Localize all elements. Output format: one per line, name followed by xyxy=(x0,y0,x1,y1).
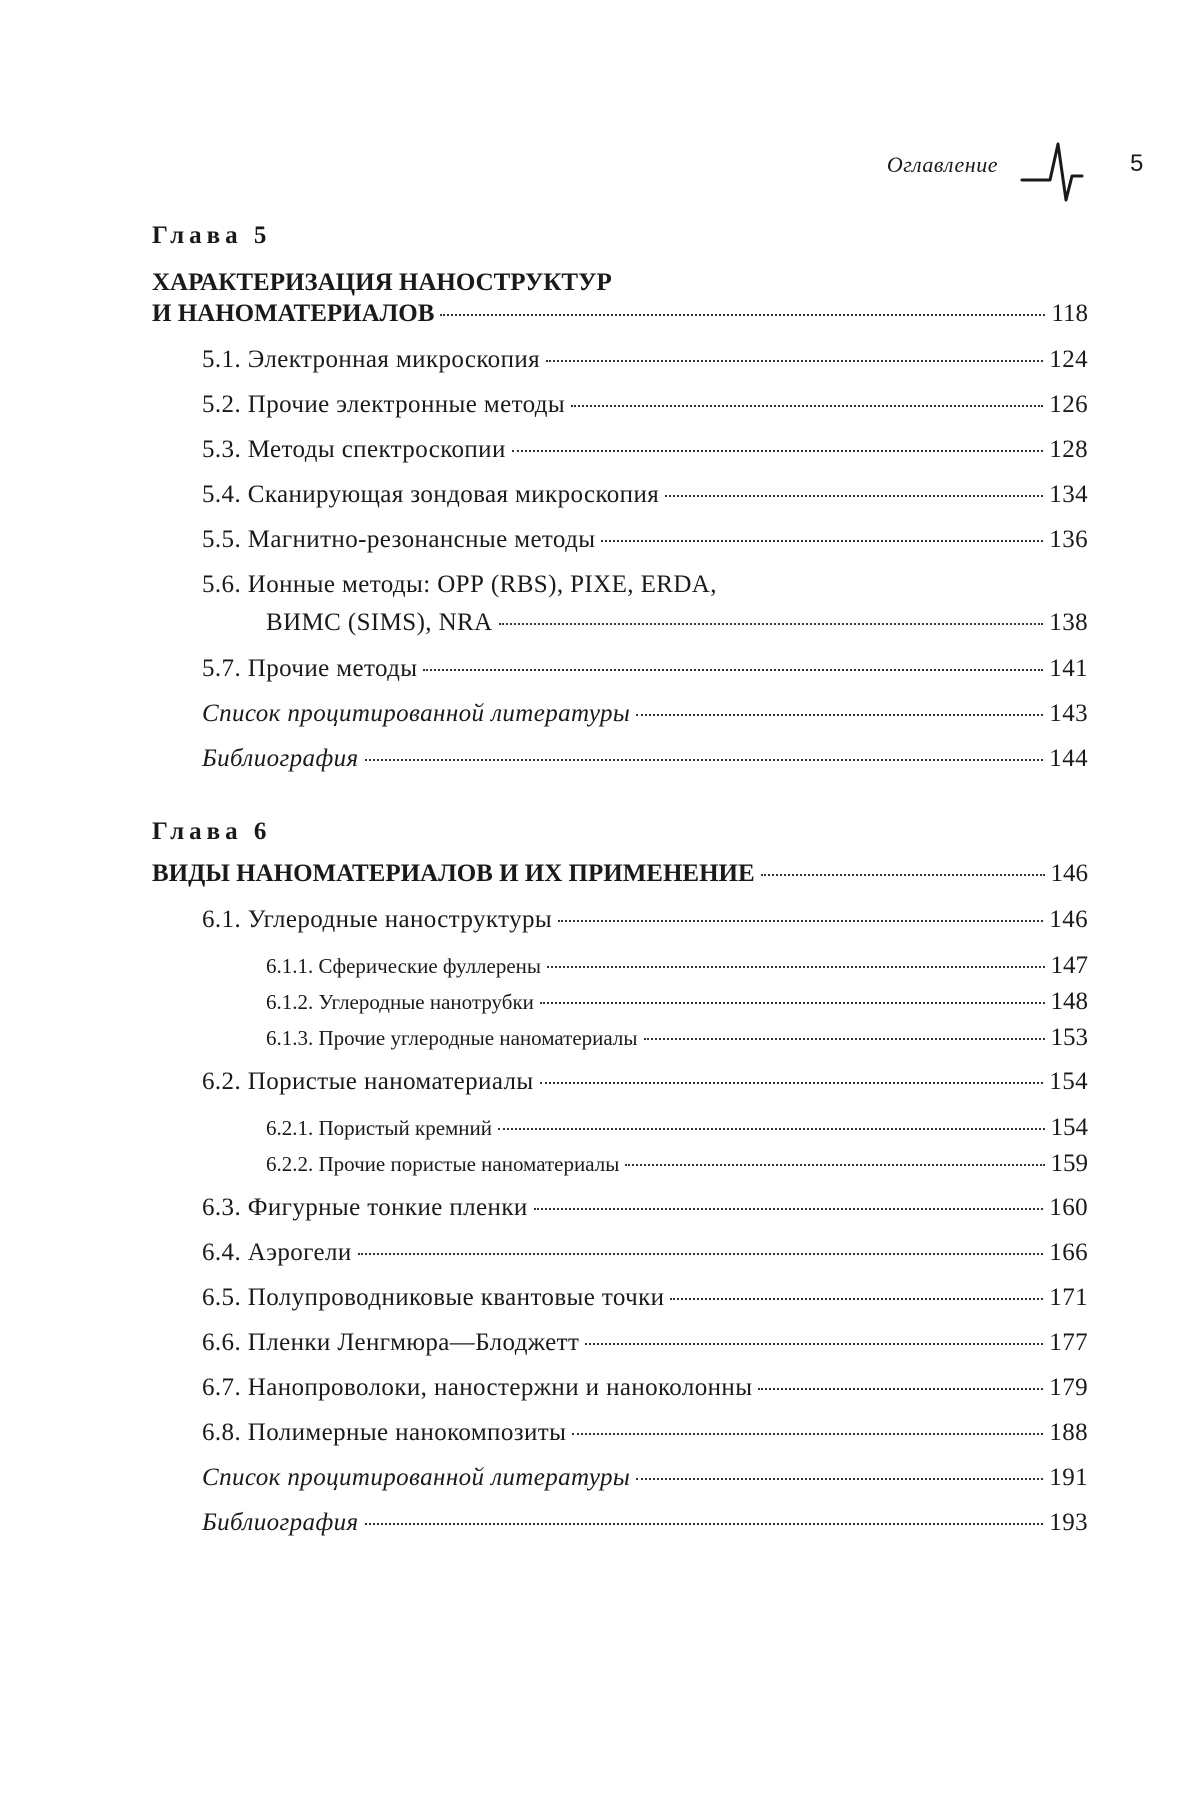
toc-entry-6-2[interactable] xyxy=(202,1068,1088,1096)
entry-label: 6.6. Пленки Ленгмюра—Блоджетт xyxy=(202,1329,580,1356)
entry-label: ВИДЫ НАНОМАТЕРИАЛОВ И ИХ ПРИМЕНЕНИЕ xyxy=(152,860,755,887)
entry-label: Библиография xyxy=(202,1509,359,1536)
entry-page: 138 xyxy=(1049,609,1088,636)
entry-page: 171 xyxy=(1049,1284,1088,1311)
toc-entry-6-2-2[interactable] xyxy=(266,1150,1088,1178)
dot-leader xyxy=(761,874,1045,876)
dot-leader xyxy=(540,1082,1044,1084)
toc-entry-6-1-2[interactable] xyxy=(266,988,1088,1016)
chapter-5-title-line1: ХАРАКТЕРИЗАЦИЯ НАНОСТРУКТУР xyxy=(152,269,612,296)
dot-leader xyxy=(440,314,1045,316)
toc-entry-6-1[interactable] xyxy=(202,906,1088,934)
toc-entry-6-1-3[interactable] xyxy=(266,1024,1088,1052)
entry-page: 179 xyxy=(1049,1374,1088,1401)
entry-page: 143 xyxy=(1049,700,1088,727)
dot-leader xyxy=(365,759,1044,761)
entry-label: 6.1.2. Углеродные нанотрубки xyxy=(266,990,534,1014)
entry-page: 154 xyxy=(1050,1114,1088,1141)
dot-leader xyxy=(601,540,1043,542)
entry-page: 126 xyxy=(1049,391,1088,418)
dot-leader xyxy=(365,1523,1044,1525)
page-number: 5 xyxy=(1130,150,1144,177)
entry-page: 154 xyxy=(1049,1068,1088,1095)
entry-label: 6.5. Полупроводниковые квантовые точки xyxy=(202,1284,665,1311)
entry-label: 6.1.1. Сферические фуллерены xyxy=(266,954,542,978)
toc-entry-6-3[interactable] xyxy=(202,1194,1088,1222)
entry-label: Библиография xyxy=(202,745,359,772)
entry-page: 134 xyxy=(1049,481,1088,508)
toc-entry-6-8[interactable] xyxy=(202,1419,1088,1447)
entry-page: 148 xyxy=(1050,988,1088,1015)
entry-label: 6.1. Углеродные наноструктуры xyxy=(202,906,553,933)
toc-entry-5-bibliography[interactable] xyxy=(202,745,1088,773)
toc-entry-6-bibliography[interactable] xyxy=(202,1509,1088,1537)
dot-leader xyxy=(636,714,1043,716)
heartbeat-icon xyxy=(1020,140,1090,210)
dot-leader xyxy=(625,1164,1044,1166)
entry-label: И НАНОМАТЕРИАЛОВ xyxy=(152,300,435,327)
dot-leader xyxy=(499,623,1044,625)
chapter-5-label: Глава 5 xyxy=(152,222,272,249)
dot-leader xyxy=(498,1128,1044,1130)
entry-label: 5.7. Прочие методы xyxy=(202,655,418,682)
toc-entry-6-2-1[interactable] xyxy=(266,1114,1088,1142)
toc-entry-5-cited[interactable] xyxy=(202,700,1088,728)
running-header xyxy=(0,140,1200,220)
entry-page: 141 xyxy=(1049,655,1088,682)
toc-entry-6-7[interactable] xyxy=(202,1374,1088,1402)
entry-page: 153 xyxy=(1050,1024,1088,1051)
entry-page: 128 xyxy=(1049,436,1088,463)
entry-label: 6.1.3. Прочие углеродные наноматериалы xyxy=(266,1026,638,1050)
entry-label: 5.3. Методы спектроскопии xyxy=(202,436,506,463)
dot-leader xyxy=(758,1388,1043,1390)
toc-entry-5-6[interactable] xyxy=(266,609,1088,637)
toc-entry-chapter-5[interactable] xyxy=(152,300,1088,328)
toc-entry-6-1-1[interactable] xyxy=(266,952,1088,980)
entry-page: 118 xyxy=(1051,300,1088,327)
entry-label: 6.7. Нанопроволоки, наностержни и наноколонны xyxy=(202,1374,753,1401)
dot-leader xyxy=(547,966,1044,968)
entry-label: 5.2. Прочие электронные методы xyxy=(202,391,566,418)
toc-entry-5-5[interactable] xyxy=(202,526,1088,554)
toc-entry-5-7[interactable] xyxy=(202,655,1088,683)
dot-leader xyxy=(571,405,1043,407)
dot-leader xyxy=(585,1343,1043,1345)
dot-leader xyxy=(546,360,1043,362)
toc-entry-6-4[interactable] xyxy=(202,1239,1088,1267)
toc-entry-5-1[interactable] xyxy=(202,346,1088,374)
entry-label: 5.1. Электронная микроскопия xyxy=(202,346,541,373)
entry-label: 6.2.2. Прочие пористые наноматериалы xyxy=(266,1152,620,1176)
dot-leader xyxy=(670,1298,1043,1300)
dot-leader xyxy=(534,1208,1044,1210)
toc-entry-5-4[interactable] xyxy=(202,481,1088,509)
entry-label: 6.4. Аэрогели xyxy=(202,1239,352,1266)
dot-leader xyxy=(644,1038,1045,1040)
dot-leader xyxy=(558,920,1043,922)
entry-page: 188 xyxy=(1049,1419,1088,1446)
entry-label: ВИМС (SIMS), NRA xyxy=(266,609,493,636)
entry-page: 124 xyxy=(1049,346,1088,373)
dot-leader xyxy=(572,1433,1043,1435)
entry-label: 5.4. Сканирующая зондовая микроскопия xyxy=(202,481,660,508)
dot-leader xyxy=(512,450,1044,452)
toc-entry-5-6-line1[interactable]: 5.6. Ионные методы: ОРР (RBS), PIXE, ERDA, xyxy=(202,571,717,598)
entry-page: 146 xyxy=(1049,906,1088,933)
entry-label: 5.5. Магнитно-резонансные методы xyxy=(202,526,596,553)
entry-label: 6.2. Пористые наноматериалы xyxy=(202,1068,534,1095)
entry-label: 6.2.1. Пористый кремний xyxy=(266,1116,493,1140)
dot-leader xyxy=(423,669,1043,671)
entry-page: 160 xyxy=(1049,1194,1088,1221)
chapter-6-label: Глава 6 xyxy=(152,818,272,845)
entry-page: 159 xyxy=(1050,1150,1088,1177)
entry-label: Список процитированной литературы xyxy=(202,1464,631,1491)
toc-entry-chapter-6[interactable] xyxy=(152,860,1088,888)
entry-page: 191 xyxy=(1049,1464,1088,1491)
toc-entry-5-3[interactable] xyxy=(202,436,1088,464)
toc-entry-6-5[interactable] xyxy=(202,1284,1088,1312)
toc-entry-5-2[interactable] xyxy=(202,391,1088,419)
toc-entry-6-cited[interactable] xyxy=(202,1464,1088,1492)
entry-label: 6.3. Фигурные тонкие пленки xyxy=(202,1194,528,1221)
entry-page: 177 xyxy=(1049,1329,1088,1356)
dot-leader xyxy=(358,1253,1044,1255)
entry-page: 193 xyxy=(1049,1509,1088,1536)
entry-label: 6.8. Полимерные нанокомпозиты xyxy=(202,1419,567,1446)
dot-leader xyxy=(636,1478,1043,1480)
entry-page: 146 xyxy=(1050,860,1088,887)
running-title: Оглавление xyxy=(886,152,998,177)
entry-page: 136 xyxy=(1049,526,1088,553)
dot-leader xyxy=(665,495,1043,497)
entry-page: 166 xyxy=(1049,1239,1088,1266)
entry-label: Список процитированной литературы xyxy=(202,700,631,727)
toc-entry-6-6[interactable] xyxy=(202,1329,1088,1357)
dot-leader xyxy=(540,1002,1045,1004)
entry-page: 147 xyxy=(1050,952,1088,979)
entry-page: 144 xyxy=(1049,745,1088,772)
